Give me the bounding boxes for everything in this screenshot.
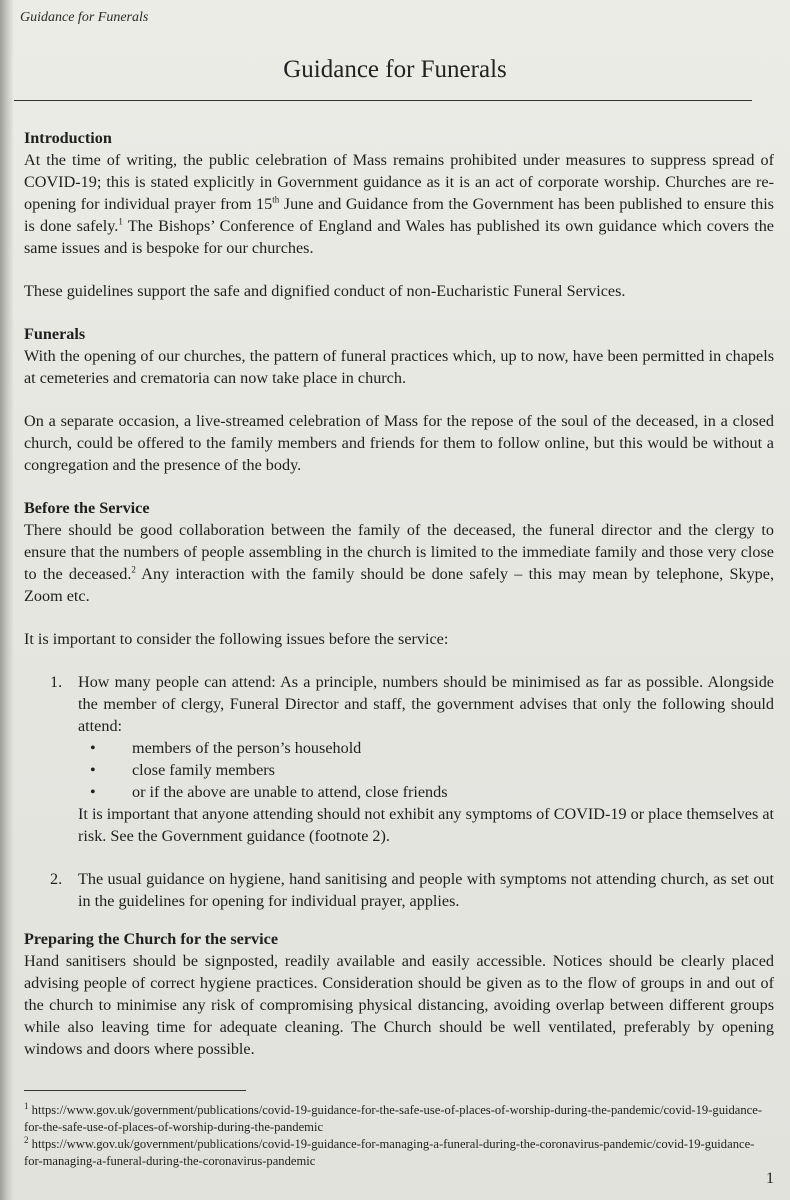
bullet-text: members of the person’s household [132, 739, 362, 757]
intro-text-a: At the time of writing, the public celebration of Mass remains prohibited under measures to suppress spread of COVID-19; this is stated explicitly in Government guidance as it is an act of corporate worship. Churches are re-opening for individual prayer from 15 [24, 151, 774, 213]
footnote-1 [24, 1102, 764, 1136]
preparing-paragraph: Hand sanitisers should be signposted, readily available and easily accessible. Notices should be clearly placed advising people of correct hygiene practices. Consideration should be given as to the flow of groups in and out of the church to minimise any risk of compromising physical distancing, avoiding overlap between different groups while also leaving time for adequate cleaning. The Church should be well ventilated, preferably by opening windows and doors where possible. [24, 952, 774, 1058]
funerals-paragraph-1: With the opening of our churches, the pattern of funeral practices which, up to now, have been permitted in chapels at cemeteries and crematoria can now take place in church. [24, 347, 774, 387]
attendee-bullets [78, 737, 774, 803]
introduction-paragraph-1 [24, 149, 774, 259]
bullet-glyph: • [90, 761, 96, 779]
page-edge-shadow [0, 0, 14, 1200]
bullet-glyph: • [90, 783, 96, 801]
footnote-ref-2: 2 [131, 564, 136, 575]
footnote-url: https://www.gov.uk/government/publications/covid-19-guidance-for-the-safe-use-of-places-of-worship-during-the-pandemic/covid-19-guidance-for-the-safe-use-of-places-of-worship-during-the-pandemic [24, 1103, 763, 1134]
list-item-followup: It is important that anyone attending should not exhibit any symptoms of COVID-19 or place themselves at risk. See the Government guidance (footnote 2). [78, 805, 774, 845]
bullet-item [78, 759, 774, 781]
list-item-text: How many people can attend: As a principle, numbers should be minimised as far as possible. Alongside the member of clergy, Funeral Director and staff, the government advises that only the following should attend: [78, 673, 774, 735]
bullet-item [78, 781, 774, 803]
footnote-divider [24, 1090, 246, 1091]
section-introduction [24, 127, 774, 302]
list-item [24, 671, 774, 847]
introduction-heading: Introduction [24, 129, 112, 147]
list-number: 1. [50, 673, 63, 691]
preparing-heading: Preparing the Church for the service [24, 930, 279, 948]
footnotes [24, 1102, 764, 1170]
intro-text-b: June and Guidance from the Government has been published to ensure this is done safely. [24, 195, 774, 235]
before-text-b: Any interaction with the family should be done safely – this may mean by telephone, Skype, Zoom etc. [24, 565, 774, 605]
footnote-mark: 1 [24, 1100, 29, 1111]
bullet-glyph: • [90, 739, 96, 757]
ordinal-suffix: th [272, 194, 280, 205]
title-divider [14, 100, 752, 101]
funerals-paragraph-2: On a separate occasion, a live-streamed celebration of Mass for the repose of the soul of the deceased, in a closed church, could be offered to the family members and friends for them to follow online, but this would be without a congregation and the presence of the body. [24, 412, 774, 474]
section-preparing-church [24, 928, 774, 1060]
funerals-heading: Funerals [24, 325, 86, 343]
footnote-mark: 2 [24, 1134, 29, 1145]
bullet-text: close family members [132, 761, 275, 779]
footnote-2 [24, 1136, 764, 1170]
list-item-text: The usual guidance on hygiene, hand sanitising and people with symptoms not attending church, as set out in the guidelines for opening for individual prayer, applies. [78, 870, 774, 910]
section-funerals [24, 323, 774, 476]
before-service-paragraph-2: It is important to consider the following issues before the service: [24, 630, 449, 648]
running-header: Guidance for Funerals [20, 10, 149, 25]
bullet-item [78, 737, 774, 759]
before-service-heading: Before the Service [24, 499, 150, 517]
before-service-paragraph-1 [24, 519, 774, 607]
bullet-text: or if the above are unable to attend, close friends [132, 783, 448, 801]
section-before-service [24, 497, 774, 912]
introduction-paragraph-2: These guidelines support the safe and dignified conduct of non-Eucharistic Funeral Services. [24, 282, 626, 300]
footnote-ref-1: 1 [118, 216, 123, 227]
list-item [24, 868, 774, 912]
issues-list [24, 671, 774, 912]
document-body [24, 127, 774, 1060]
page-number: 1 [766, 1170, 774, 1187]
before-text-a: There should be good collaboration between the family of the deceased, the funeral director and the clergy to ensure that the numbers of people assembling in the church is limited to the immediate family and those very close to the deceased. [24, 521, 774, 583]
page-title: Guidance for Funerals [283, 56, 507, 83]
footnote-url: https://www.gov.uk/government/publications/covid-19-guidance-for-managing-a-funeral-during-the-coronavirus-pandemic/covid-19-guidance-for-managing-a-funeral-during-the-coronavirus-pandemic [24, 1137, 755, 1168]
list-number: 2. [50, 870, 63, 888]
intro-text-c: The Bishops’ Conference of England and Wales has published its own guidance which covers the same issues and is bespoke for our churches. [24, 217, 774, 257]
